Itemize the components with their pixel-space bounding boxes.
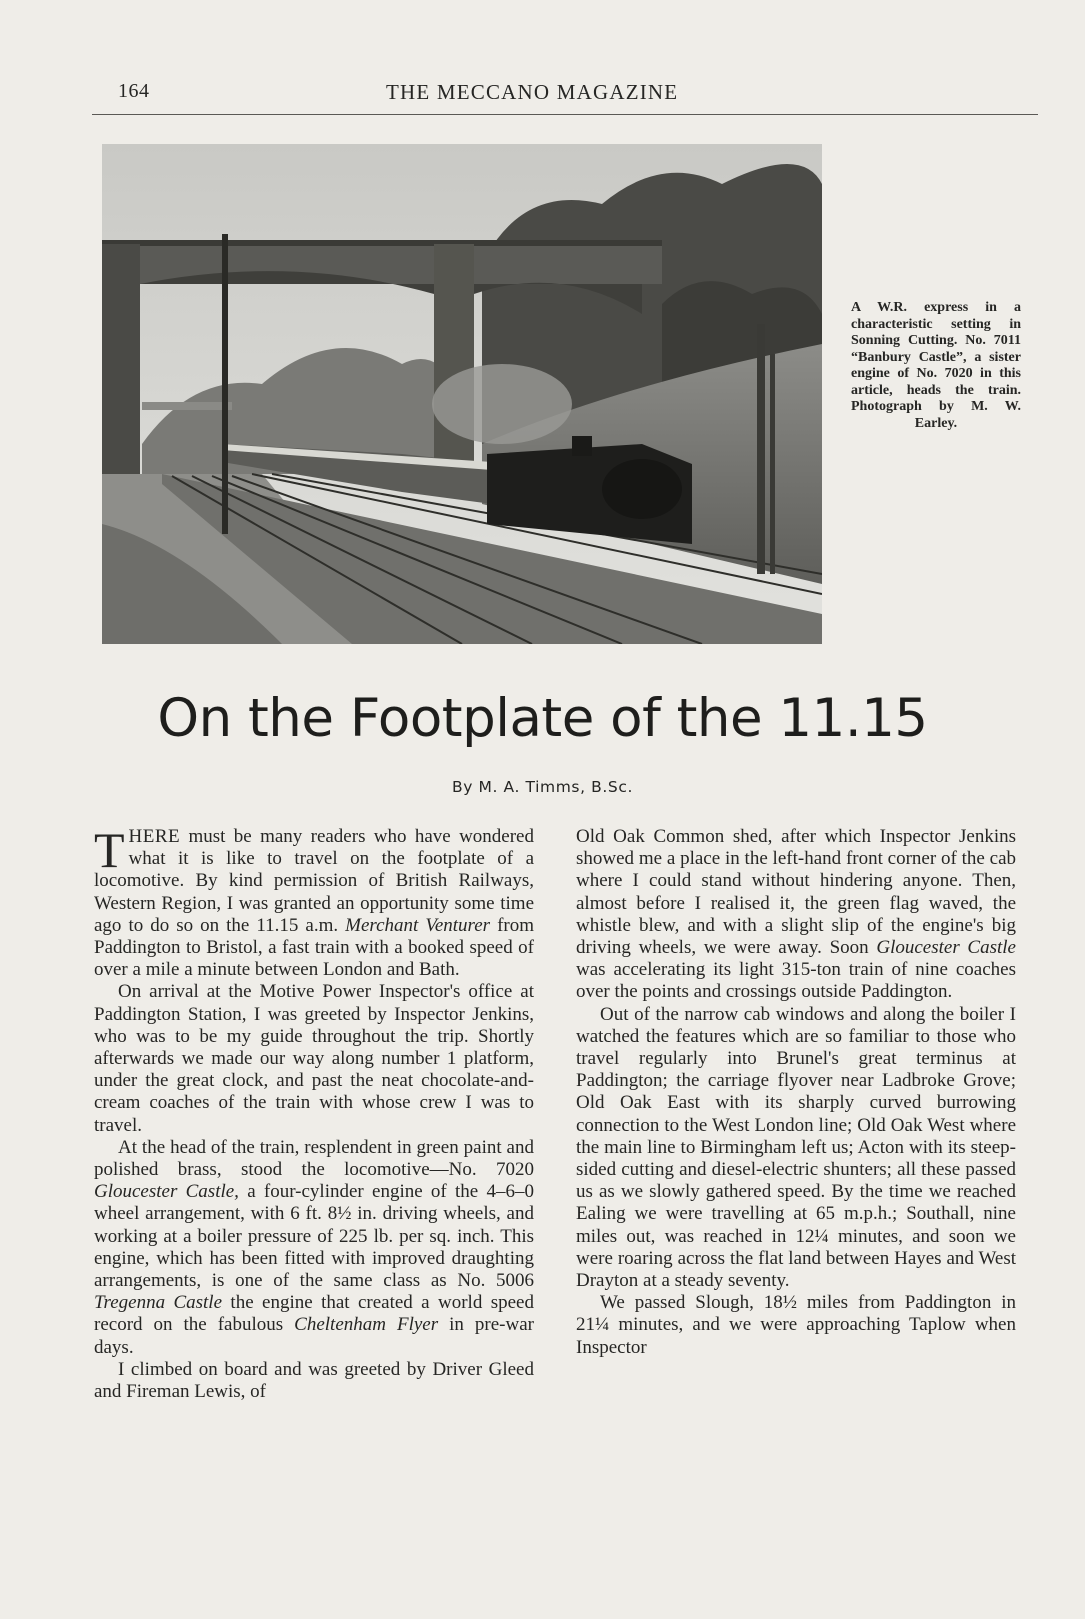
paragraph-6: Out of the narrow cab windows and along the boiler I watched the features which are so familiar to those who travel regularly into Brunel's great terminus at Paddington; the carriage flyover near Ladbroke Grove; Old Oak East with its sharply curved burrowing connection to the West London line; Old Oak West where the main line to Birmingham left us; Acton with its steep-sided cutting and diesel-electric shunters; all these passed us as we slowly gathered speed. By the time we reached Ealing we were travelling at 65 m.p.h.; Southall, nine miles out, was reached in 12¼ minutes, and soon we were roaring across the flat land between Hayes and West Drayton at a steady seventy. [576,1003,1016,1292]
paragraph-1: THERE must be many readers who have wondered what it is like to travel on the footplate of a locomotive. By kind permission of British Railways, Western Region, I was granted an opportunity some time ago to do so on the 11.15 a.m. Merchant Venturer from Paddington to Bristol, a fast train with a booked speed of over a mile a minute between London and Bath. [94,822,535,981]
article-title: On the Footplate of the 11.15 [157,688,928,749]
paragraph-7: We passed Slough, 18½ miles from Paddington in 21¼ minutes, and we were approaching Taplow when Inspector [576,1292,1016,1358]
photo-caption: A W.R. express in a characteristic setting in Sonning Cutting. No. 7011 “Banbury Castle”, a sister engine of No. 7020 in this article, heads the train. Photograph by M. W. Earley. [851,300,1021,431]
paragraph-5: Old Oak Common shed, after which Inspector Jenkins showed me a place in the left-hand front corner of the cab where I could stand without hindering anyone. Then, almost before I realised it, the green flag waved, the whistle blew, and with a slight slip of the engine's big driving wheels, we were away. Soon Gloucester Castle was accelerating its light 315-ton train of nine coaches over the points and crossings outside Paddington. [576,826,1016,1003]
magazine-title: THE MECCANO MAGAZINE [386,80,679,104]
page-number: 164 [118,80,150,102]
paragraph-4: I climbed on board and was greeted by Driver Gleed and Fireman Lewis, of [94,1358,534,1403]
header-rule [92,114,1038,115]
drop-cap: T [94,822,125,878]
train-photograph [102,144,822,644]
article-byline: By M. A. Timms, B.Sc. [451,778,634,796]
paragraph-2: On arrival at the Motive Power Inspector's office at Paddington Station, I was greeted by Inspector Jenkins, who was to be my guide throughout the trip. Shortly afterwards we made our way along number 1 platform, under the great clock, and past the neat chocolate-and-cream coaches of the train with whose crew I was to travel. [94,981,534,1136]
article-column-left [94,822,535,1403]
article-column-right [576,826,1016,1359]
paragraph-3: At the head of the train, resplendent in green paint and polished brass, stood the locomotive—No. 7020 Gloucester Castle, a four-cylinder engine of the 4–6–0 wheel arrangement, with 6 ft. 8½ in. driving wheels, and working at a boiler pressure of 225 lb. per sq. inch. This engine, which has been fitted with improved draughting arrangements, is one of the same class as No. 5006 Tregenna Castle the engine that created a world speed record on the fabulous Cheltenham Flyer in pre-war days. [94,1136,534,1358]
